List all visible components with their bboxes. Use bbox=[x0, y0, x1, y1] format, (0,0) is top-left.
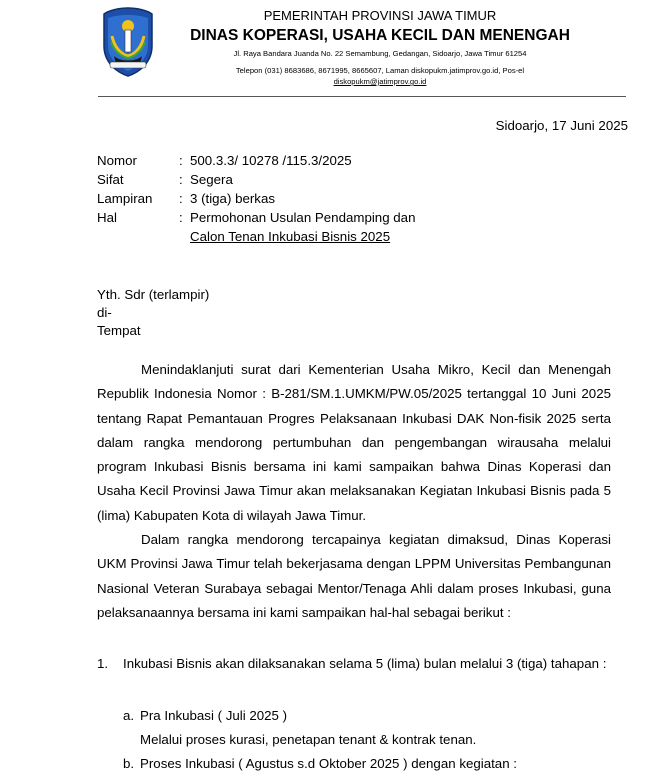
meta-colon: : bbox=[179, 153, 183, 168]
list-number: 1. bbox=[97, 656, 109, 671]
meta-label: Sifat bbox=[97, 172, 124, 187]
sublist-b-letter: b. bbox=[123, 756, 135, 771]
list-item bbox=[97, 652, 611, 702]
list-text: Inkubasi Bisnis akan dilaksanakan selama 5 (lima) bulan melalui 3 (tiga) tahapan : bbox=[123, 656, 607, 671]
meta-colon: : bbox=[179, 172, 183, 187]
recipient-line1: Yth. Sdr (terlampir) bbox=[97, 287, 210, 302]
letterhead-email[interactable]: diskopukm@jatimprov.go.id bbox=[333, 77, 427, 86]
meta-colon: : bbox=[179, 191, 183, 206]
paragraph-1: Menindaklanjuti surat dari Kementerian Usaha Mikro, Kecil dan Menengah Republik Indonesia Nomor : B-281/SM.1.UMKM/PW.05/2025 tertanggal 10 Juni 2025 tentang Rapat Pemantauan Progres Pelaksanaan Inkubasi DAK Non-fisik 2025 serta dalam rangka mendorong pertumbuhan dan pengembangan wirausaha melalui program Inkubasi Bisnis bersama ini kami sampaikan bahwa Dinas Koperasi dan Usaha Kecil Provinsi Jawa Timur akan melaksanakan Kegiatan Inkubasi Bisnis pada 5 (lima) Kabupaten Kota di wilayah Jawa Timur. bbox=[97, 362, 611, 523]
meta-label: Lampiran bbox=[97, 191, 153, 206]
meta-value: Segera bbox=[190, 172, 233, 187]
recipient-line3: Tempat bbox=[97, 323, 141, 338]
meta-value: 500.3.3/ 10278 /115.3/2025 bbox=[190, 153, 352, 168]
letter-date: Sidoarjo, 17 Juni 2025 bbox=[495, 118, 628, 133]
meta-colon: : bbox=[179, 210, 183, 225]
sublist-a-detail: Melalui proses kurasi, penetapan tenant & kontrak tenan. bbox=[140, 732, 477, 747]
sublist-b-title: Proses Inkubasi ( Agustus s.d Oktober 2025 ) dengan kegiatan : bbox=[140, 756, 517, 771]
letterhead-agency: DINAS KOPERASI, USAHA KECIL DAN MENENGAH bbox=[190, 27, 570, 44]
meta-label: Nomor bbox=[97, 153, 137, 168]
letter-body bbox=[97, 358, 611, 625]
recipient-line2: di- bbox=[97, 305, 112, 320]
meta-value: Permohonan Usulan Pendamping dan bbox=[190, 210, 416, 225]
letterhead-government: PEMERINTAH PROVINSI JAWA TIMUR bbox=[263, 8, 497, 23]
meta-label: Hal bbox=[97, 210, 117, 225]
sublist-a-title: Pra Inkubasi ( Juli 2025 ) bbox=[140, 708, 288, 723]
letterhead-divider bbox=[98, 96, 626, 97]
letterhead-contact: Telepon (031) 8683686, 8671995, 8665607, Laman diskopukm.jatimprov.go.id, Pos-el bbox=[235, 66, 525, 75]
meta-value: 3 (tiga) berkas bbox=[190, 191, 275, 206]
letterhead-address: Jl. Raya Bandara Juanda No. 22 Semambung, Gedangan, Sidoarjo, Jawa Timur 61254 bbox=[233, 49, 527, 58]
paragraph-2: Dalam rangka mendorong tercapainya kegiatan dimaksud, Dinas Koperasi UKM Provinsi Jawa Timur telah bekerjasama dengan LPPM Universitas Pembangunan Nasional Veteran Surabaya sebagai Mentor/Tenaga Ahli dalam proses Inkubasi, guna pelaksanaannya bersama ini kami sampaikan hal-hal sebagai berikut : bbox=[97, 532, 611, 620]
sublist-a-letter: a. bbox=[123, 708, 135, 723]
east-java-crest-icon bbox=[100, 6, 156, 78]
meta-hal-subject: Calon Tenan Inkubasi Bisnis 2025 bbox=[190, 229, 391, 244]
